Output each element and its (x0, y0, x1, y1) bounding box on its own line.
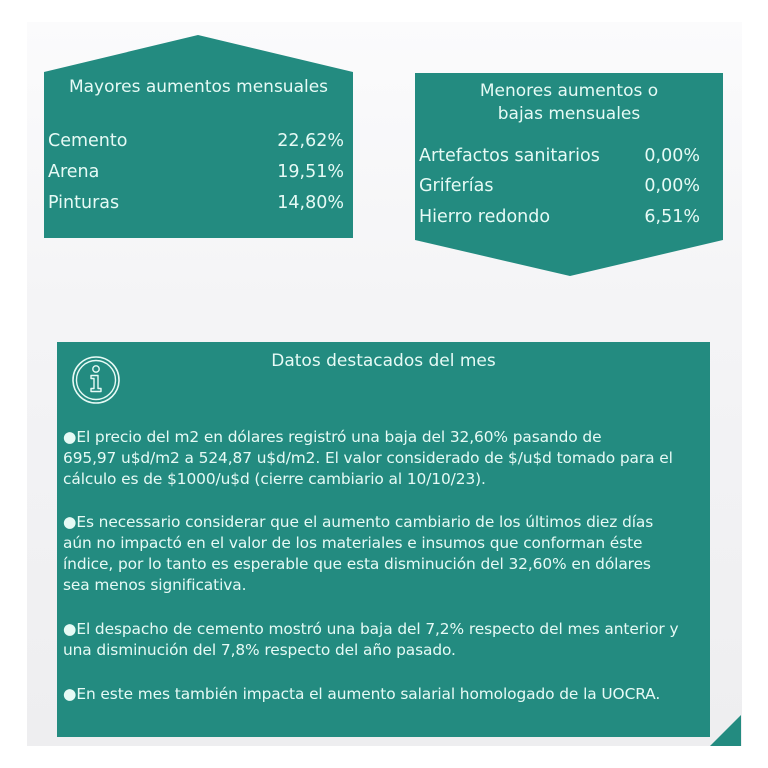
item-value: 0,00% (644, 146, 700, 166)
text-line: ●En este mes también impacta el aumento salarial homologado de la UOCRA. (63, 685, 661, 703)
item-value: 0,00% (644, 176, 700, 196)
item-label: Hierro redondo (419, 207, 551, 227)
decreases-title-line1: Menores aumentos o (479, 81, 659, 101)
increases-title: Mayores aumentos mensuales (68, 77, 329, 97)
highlight-paragraph-4 (63, 684, 703, 705)
item-label: Pinturas (48, 193, 120, 213)
text-line: cálculo es de $1000/u$d (cierre cambiario al 10/10/23). (63, 470, 486, 488)
item-value: 22,62% (277, 131, 344, 151)
text-line: índice, por lo tanto es esperable que esta disminución del 32,60% en dólares (63, 555, 651, 573)
highlight-paragraph-3 (63, 619, 703, 661)
item-label: Artefactos sanitarios (419, 146, 600, 166)
decreases-title-line2: bajas mensuales (497, 104, 641, 124)
item-value: 6,51% (644, 207, 700, 227)
highlight-paragraph-1 (63, 427, 703, 490)
highlight-paragraph-2 (63, 512, 703, 596)
item-value: 14,80% (277, 193, 344, 213)
text-line: ●Es necessario considerar que el aumento cambiario de los últimos diez días (63, 513, 654, 531)
item-label: Arena (48, 162, 100, 182)
highlights-title: Datos destacados del mes (271, 351, 496, 371)
text-line: ●El despacho de cemento mostró una baja del 7,2% respecto del mes anterior y (63, 620, 679, 638)
text-line: una disminución del 7,8% respecto del año pasado. (63, 641, 456, 659)
item-value: 19,51% (277, 162, 344, 182)
item-label: Cemento (48, 131, 128, 151)
text-line: aún no impactó en el valor de los materiales e insumos que conforman éste (63, 534, 643, 552)
text-line: 695,97 u$d/m2 a 524,87 u$d/m2. El valor considerado de $/u$d tomado para el (63, 449, 673, 467)
text-line: sea menos significativa. (63, 576, 247, 594)
corner-fold (710, 715, 741, 746)
item-label: Griferías (419, 176, 494, 196)
text-line: ●El precio del m2 en dólares registró una baja del 32,60% pasando de (63, 428, 602, 446)
